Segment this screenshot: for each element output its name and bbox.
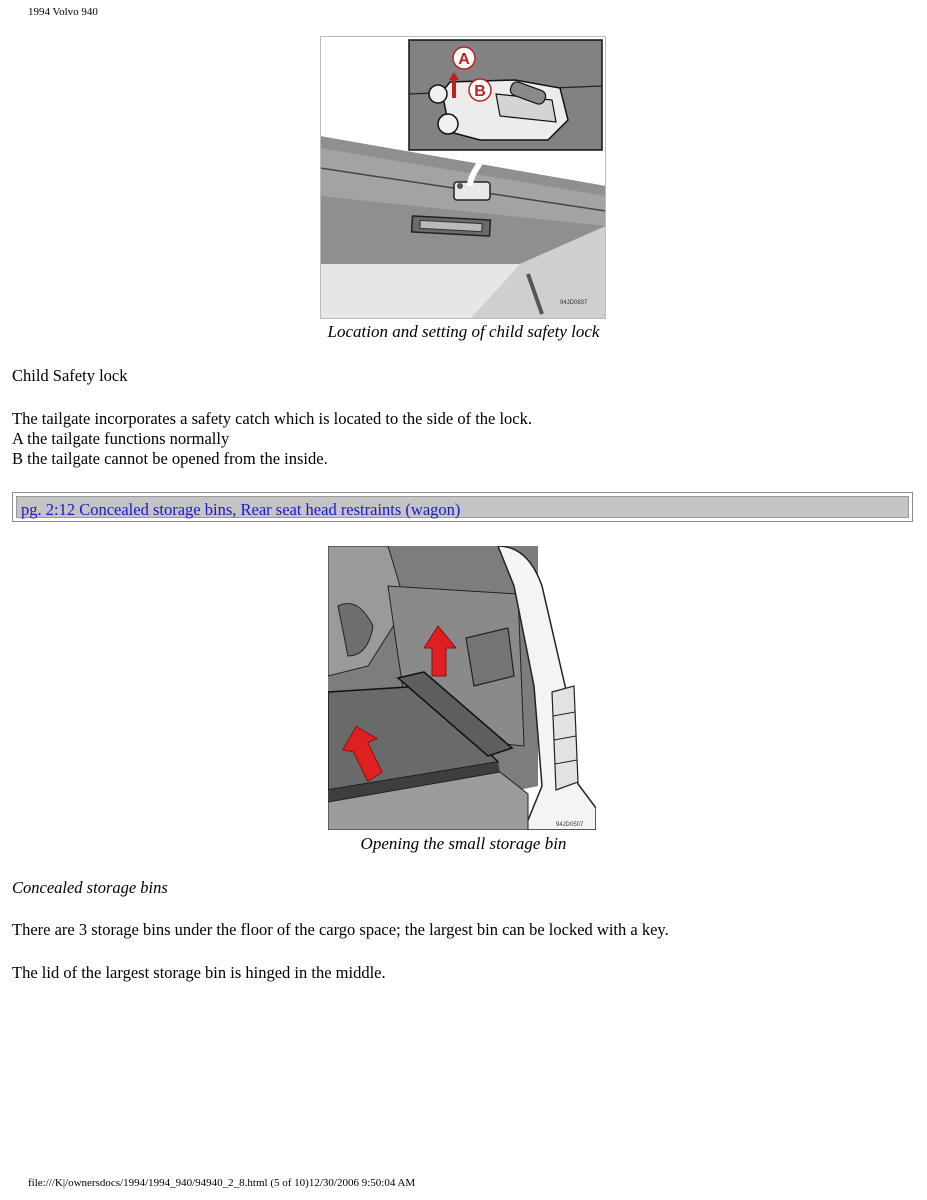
navigation-bar <box>12 492 913 522</box>
section1-line-3: B the tailgate cannot be opened from the inside. <box>12 449 328 468</box>
figure1-code: 94JD0837 <box>560 300 588 306</box>
child-safety-lock-illustration <box>320 36 606 319</box>
callout-a-label: A <box>458 51 470 68</box>
navigation-bar-inner <box>16 496 909 518</box>
page-footer-path: file:///K|/ownersdocs/1994/1994_940/94940_2_8.html (5 of 10)12/30/2006 9:50:04 AM <box>28 1177 416 1189</box>
child-safety-lock-drawing <box>320 36 606 319</box>
section1-line-2: A the tailgate functions normally <box>12 429 230 448</box>
page-header-title: 1994 Volvo 940 <box>28 6 98 18</box>
callout-b-label: B <box>474 83 486 100</box>
section2-heading: Concealed storage bins <box>12 878 168 897</box>
figure2-caption: Opening the small storage bin <box>360 834 567 853</box>
section1-line-1: The tailgate incorporates a safety catch which is located to the side of the lock. <box>12 409 533 428</box>
section1-heading: Child Safety lock <box>12 366 128 385</box>
figure1-caption: Location and setting of child safety lock <box>327 322 600 341</box>
storage-bin-drawing <box>328 546 596 830</box>
figure2-code: 94JD0507 <box>556 822 584 828</box>
storage-bin-illustration <box>328 546 596 830</box>
section2-paragraph-2: The lid of the largest storage bin is hinged in the middle. <box>12 963 386 982</box>
section2-paragraph-1: There are 3 storage bins under the floor of the cargo space; the largest bin can be locked with a key. <box>12 920 669 939</box>
next-page-link[interactable]: pg. 2:12 Concealed storage bins, Rear seat head restraints (wagon) <box>21 500 461 519</box>
